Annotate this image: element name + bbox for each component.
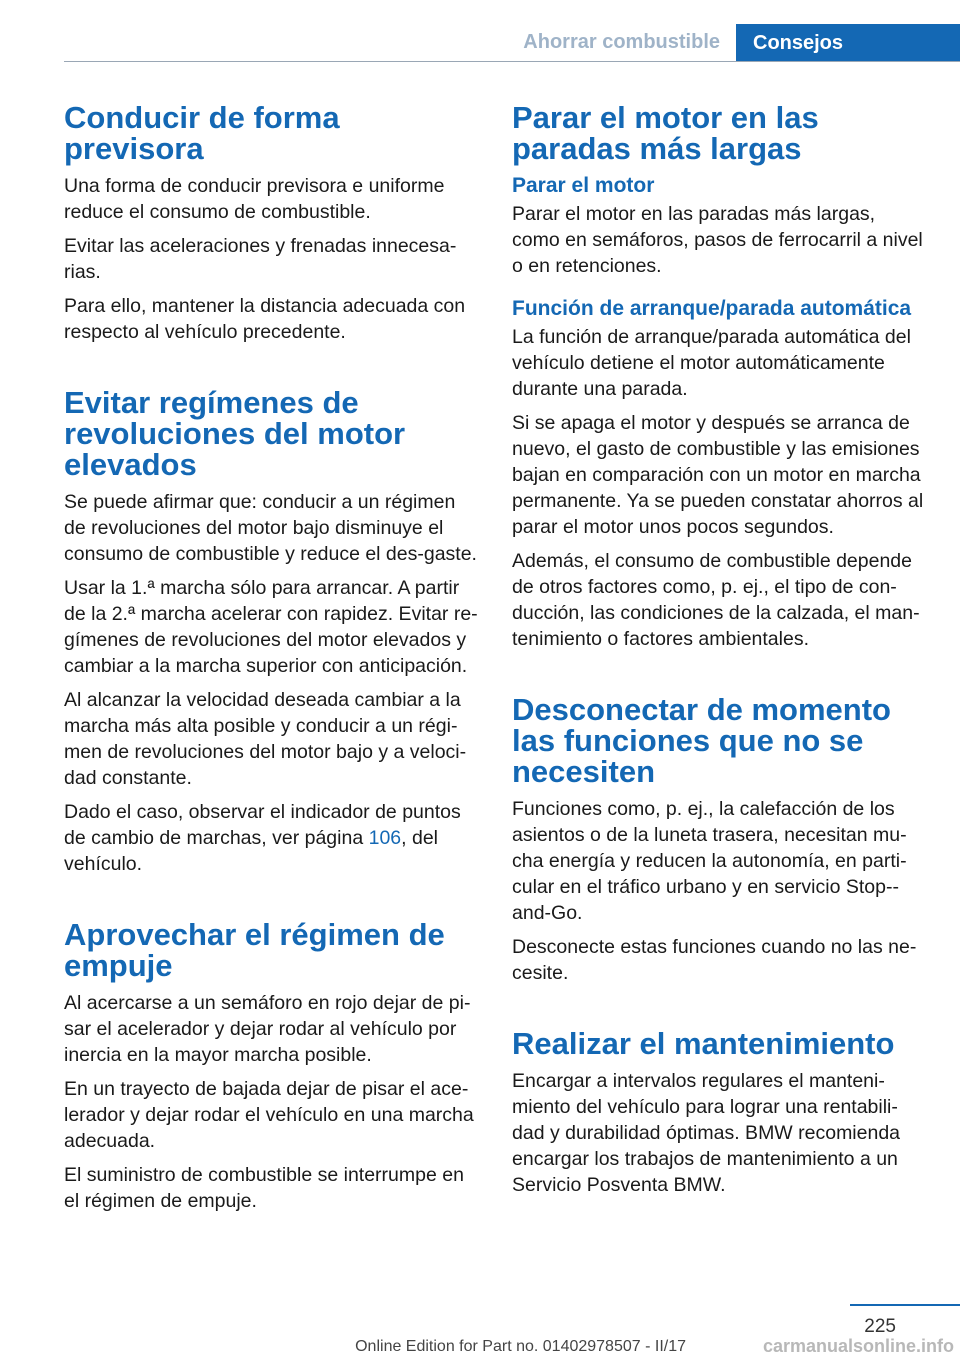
- paragraph: Parar el motor en las paradas más largas, como en semáforos, pasos de ferrocarril a nivel o en retenciones.: [512, 203, 923, 277]
- paragraph: Funciones como, p. ej., la calefacción de los asientos o de la luneta trasera, necesitan mu-cha energía y reducen la autonomía, en parti-cular en el tráfico urbano y en servicio Stop--and-Go.: [512, 798, 907, 924]
- paragraph: Al alcanzar la velocidad deseada cambiar a la marcha más alta posible y conducir a un régi-men de revoluciones del motor bajo y a veloci-dad constante.: [64, 689, 467, 789]
- section-avoid-high-rpm: [64, 387, 478, 877]
- section-disable-functions: [512, 694, 926, 986]
- paragraph: Al acercarse a un semáforo en rojo dejar de pi-sar el acelerador y dejar rodar al vehículo por inercia en la mayor marcha posible.: [64, 992, 471, 1066]
- subsection-auto-start-stop: [512, 296, 926, 652]
- right-column: [512, 102, 926, 1240]
- paragraph: El suministro de combustible se interrumpe en el régimen de empuje.: [64, 1164, 464, 1212]
- subsection-title: Parar el motor: [512, 174, 655, 197]
- section-maintenance: [512, 1028, 926, 1198]
- footer-divider: [850, 1304, 960, 1306]
- paragraph: Encargar a intervalos regulares el manteni-miento del vehículo para lograr una rentabili-dad y durabilidad óptimas. BMW recomienda encargar los trabajos de mantenimiento a un Servicio Posventa BMW.: [512, 1070, 901, 1196]
- left-column: [64, 102, 478, 1256]
- paragraph: Usar la 1.ª marcha sólo para arrancar. A partir de la 2.ª marcha acelerar con rapidez. Evitar re-gímenes de revoluciones del motor elevados y cambiar a la marcha superior con anticipación.: [64, 577, 478, 677]
- header-chapter-tab: Consejos: [736, 24, 960, 62]
- subsection-title: Función de arranque/parada automática: [512, 297, 912, 320]
- paragraph: Para ello, mantener la distancia adecuada con respecto al vehículo precedente.: [64, 295, 466, 343]
- section-coasting: [64, 919, 478, 1214]
- page-reference-link[interactable]: 106: [368, 827, 402, 849]
- section-title: Desconectar de momento las funciones que no se necesiten: [512, 692, 891, 789]
- section-title: Aprovechar el régimen de empuje: [64, 917, 445, 983]
- paragraph: Una forma de conducir previsora e uniforme reduce el consumo de combustible.: [64, 175, 445, 223]
- paragraph: La función de arranque/parada automática del vehículo detiene el motor automáticamente durante una parada.: [512, 326, 911, 400]
- section-title: Evitar regímenes de revoluciones del motor elevados: [64, 385, 406, 482]
- page-number: 225: [864, 1316, 896, 1337]
- section-title: Conducir de forma previsora: [64, 100, 340, 166]
- paragraph: Se puede afirmar que: conducir a un régimen de revoluciones del motor bajo disminuye el consumo de combustible y reduce el des-gaste.: [64, 491, 477, 565]
- paragraph: Desconecte estas funciones cuando no las ne-cesite.: [512, 936, 917, 984]
- section-anticipatory-driving: [64, 102, 478, 345]
- section-stop-engine: [512, 102, 926, 652]
- paragraph-text: Dado el caso, observar el indicador de puntos de cambio de marchas, ver página: [64, 801, 461, 849]
- paragraph: Evitar las aceleraciones y frenadas innecesa-rias.: [64, 235, 457, 283]
- subsection-stop-engine: [512, 173, 926, 279]
- paragraph-text: , del vehículo.: [64, 827, 438, 875]
- header-divider: [64, 61, 960, 62]
- section-title: Realizar el mantenimiento: [512, 1026, 895, 1061]
- paragraph: Además, el consumo de combustible depende de otros factores como, p. ej., el tipo de con-ducción, las condiciones de la calzada, el man-tenimiento o factores ambientales.: [512, 550, 920, 650]
- section-title: Parar el motor en las paradas más largas: [512, 100, 819, 166]
- paragraph: Si se apaga el motor y después se arranca de nuevo, el gasto de combustible y las emisiones bajan en comparación con un motor en marcha permanente. Ya se pueden constatar ahorros al parar el motor unos pocos segundos.: [512, 412, 924, 538]
- header-section-tab: Ahorrar combustible: [523, 31, 720, 53]
- paragraph: En un trayecto de bajada dejar de pisar el ace-lerador y dejar rodar el vehículo en una marcha adecuada.: [64, 1078, 474, 1152]
- edition-text: Online Edition for Part no. 01402978507 - II/17: [355, 1338, 686, 1355]
- watermark-text: carmanualsonline.info: [762, 1336, 954, 1356]
- paragraph-with-link: [64, 799, 478, 877]
